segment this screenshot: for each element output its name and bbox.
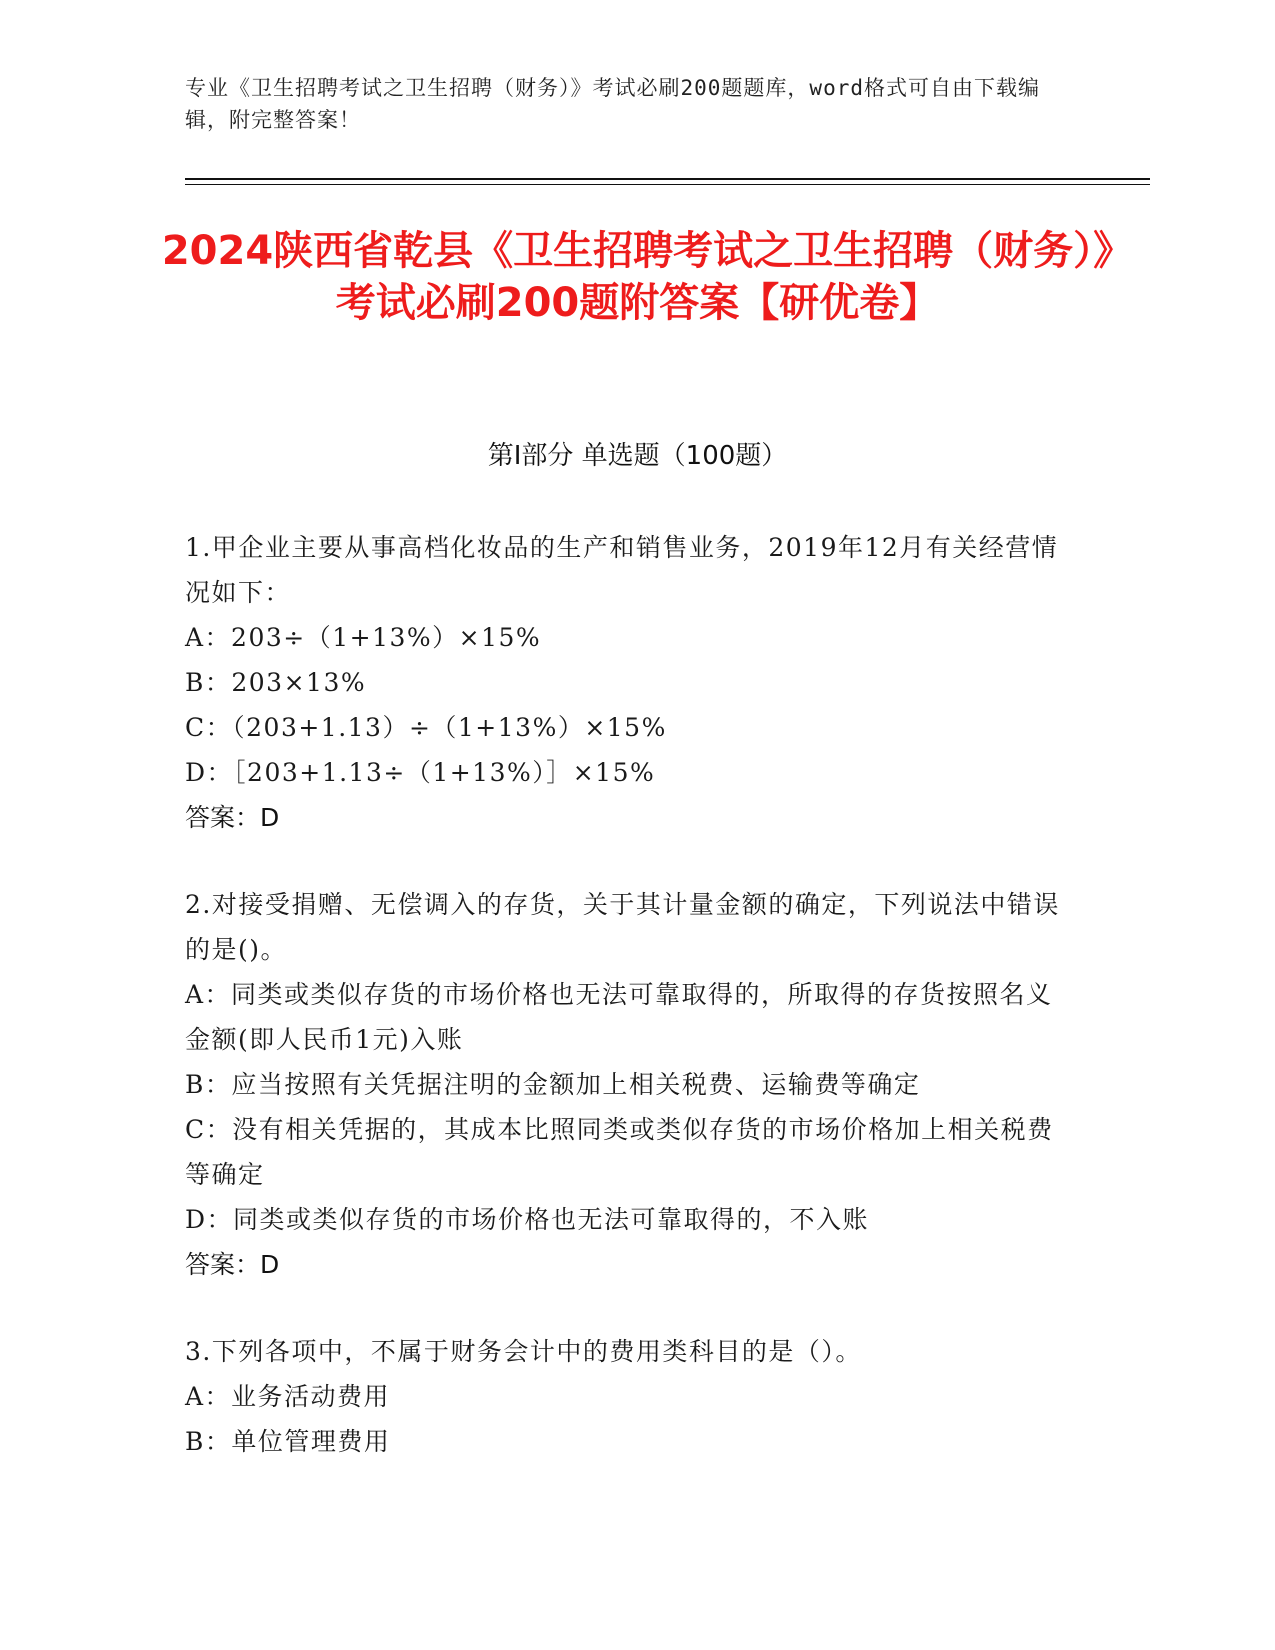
question-3 (185, 1329, 1065, 1464)
question-list (185, 525, 1065, 1506)
header-rule-thick (185, 178, 1150, 180)
option-b: B：203×13% (185, 668, 367, 697)
answer: 答案：D (185, 803, 280, 832)
question-2 (185, 882, 1065, 1287)
header-rule-thin (185, 184, 1150, 185)
question-text: 3.下列各项中，不属于财务会计中的费用类科目的是（）。 (185, 1337, 862, 1366)
option-a: A：业务活动费用 (185, 1382, 391, 1411)
option-d: D：同类或类似存货的市场价格也无法可靠取得的，不入账 (185, 1205, 870, 1234)
document-title: 2024陕西省乾县《卫生招聘考试之卫生招聘（财务）》考试必刷200题附答案【研优卷】 (161, 228, 1114, 326)
option-b: B：应当按照有关凭据注明的金额加上相关税费、运输费等确定 (185, 1070, 921, 1099)
option-c: C：（203+1.13）÷（1+13%）×15% (185, 713, 667, 742)
option-b: B：单位管理费用 (185, 1427, 391, 1456)
option-d: D：［203+1.13÷（1+13%）］×15% (185, 758, 656, 787)
option-c: C：没有相关凭据的，其成本比照同类或类似存货的市场价格加上相关税费等确定 (185, 1115, 1054, 1189)
question-text: 2.对接受捐赠、无偿调入的存货，关于其计量金额的确定，下列说法中错误的是()。 (185, 890, 1060, 964)
answer: 答案：D (185, 1250, 280, 1279)
option-a: A：203÷（1+13%）×15% (185, 623, 542, 652)
header-note: 专业《卫生招聘考试之卫生招聘（财务）》考试必刷200题题库，word格式可自由下载编辑，附完整答案！ (185, 76, 1040, 132)
question-1 (185, 525, 1065, 840)
section-heading: 第I部分 单选题（100题） (487, 441, 788, 471)
option-a: A：同类或类似存货的市场价格也无法可靠取得的，所取得的存货按照名义金额(即人民币1元)入账 (185, 980, 1053, 1054)
question-text: 1.甲企业主要从事高档化妆品的生产和销售业务，2019年12月有关经营情况如下： (185, 533, 1059, 607)
